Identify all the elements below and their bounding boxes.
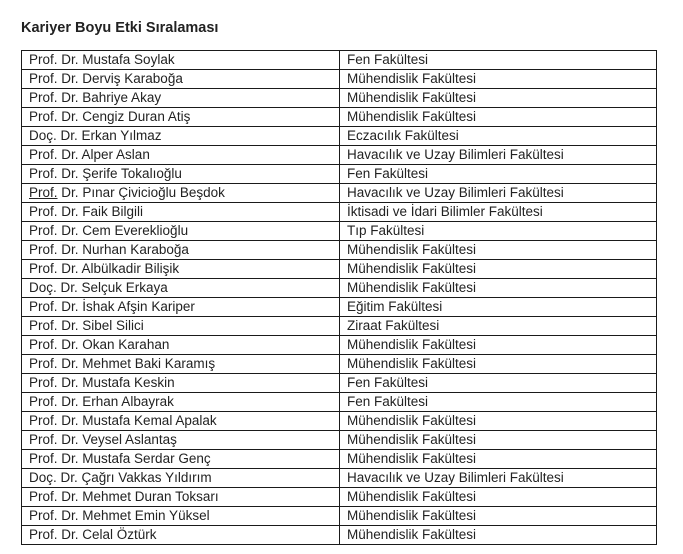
academic-title: Doç. Dr. xyxy=(29,280,78,295)
table-row xyxy=(22,108,657,127)
academic-full-name: Pınar Çivicioğlu Beşdok xyxy=(82,185,225,200)
faculty-cell: Mühendislik Fakültesi xyxy=(340,89,657,108)
table-row xyxy=(22,241,657,260)
academic-title: Prof. xyxy=(29,185,58,200)
academic-name-cell xyxy=(22,412,340,431)
academic-name-cell xyxy=(22,317,340,336)
academic-name-cell xyxy=(22,393,340,412)
table-row xyxy=(22,51,657,70)
academic-full-name: Mehmet Duran Toksarı xyxy=(82,489,219,504)
faculty-cell: Eğitim Fakültesi xyxy=(340,298,657,317)
table-row xyxy=(22,146,657,165)
faculty-cell: Havacılık ve Uzay Bilimleri Fakültesi xyxy=(340,469,657,488)
academic-name-cell xyxy=(22,507,340,526)
faculty-cell: Mühendislik Fakültesi xyxy=(340,260,657,279)
ranking-table-body xyxy=(22,51,657,545)
academic-full-name: İshak Afşin Kariper xyxy=(82,299,195,314)
academic-title: Doç. Dr. xyxy=(29,128,78,143)
academic-title: Prof. Dr. xyxy=(29,299,79,314)
academic-name-cell xyxy=(22,51,340,70)
academic-name-cell xyxy=(22,469,340,488)
academic-full-name: Mehmet Emin Yüksel xyxy=(82,508,210,523)
table-row xyxy=(22,469,657,488)
table-row xyxy=(22,165,657,184)
academic-name-cell xyxy=(22,336,340,355)
table-row xyxy=(22,526,657,545)
table-row xyxy=(22,184,657,203)
academic-title: Prof. Dr. xyxy=(29,71,79,86)
table-row xyxy=(22,488,657,507)
academic-name-cell xyxy=(22,526,340,545)
faculty-cell: Ziraat Fakültesi xyxy=(340,317,657,336)
academic-full-name: Sibel Silici xyxy=(82,318,144,333)
academic-full-name: Mustafa Soylak xyxy=(82,52,175,67)
faculty-cell: Mühendislik Fakültesi xyxy=(340,526,657,545)
academic-full-name: Veysel Aslantaş xyxy=(82,432,177,447)
faculty-cell: Fen Fakültesi xyxy=(340,374,657,393)
table-row xyxy=(22,317,657,336)
academic-full-name: Bahriye Akay xyxy=(82,90,162,105)
academic-title: Doç. Dr. xyxy=(29,470,78,485)
academic-title: Prof. Dr. xyxy=(29,413,79,428)
table-row xyxy=(22,412,657,431)
academic-full-name: Selçuk Erkaya xyxy=(81,280,168,295)
academic-name-cell xyxy=(22,279,340,298)
table-row xyxy=(22,70,657,89)
table-row xyxy=(22,336,657,355)
faculty-cell: Mühendislik Fakültesi xyxy=(340,355,657,374)
academic-full-name: Celal Öztürk xyxy=(82,527,157,542)
academic-title: Prof. Dr. xyxy=(29,527,79,542)
academic-full-name: Mehmet Baki Karamış xyxy=(82,356,216,371)
faculty-cell: Mühendislik Fakültesi xyxy=(340,412,657,431)
faculty-cell: Mühendislik Fakültesi xyxy=(340,108,657,127)
faculty-cell: Fen Fakültesi xyxy=(340,393,657,412)
faculty-cell: Havacılık ve Uzay Bilimleri Fakültesi xyxy=(340,184,657,203)
academic-title: Prof. Dr. xyxy=(29,204,79,219)
page-title: Kariyer Boyu Etki Sıralaması xyxy=(21,20,219,36)
academic-name-cell xyxy=(22,222,340,241)
faculty-cell: Mühendislik Fakültesi xyxy=(340,431,657,450)
academic-name-cell xyxy=(22,241,340,260)
academic-title: Prof. Dr. xyxy=(29,394,79,409)
academic-name-cell xyxy=(22,108,340,127)
academic-full-name: Nurhan Karaboğa xyxy=(82,242,189,257)
table-row xyxy=(22,222,657,241)
academic-full-name: Cem Evereklioğlu xyxy=(82,223,189,238)
faculty-cell: Mühendislik Fakültesi xyxy=(340,336,657,355)
academic-full-name: Mustafa Kemal Apalak xyxy=(82,413,217,428)
academic-name-cell xyxy=(22,184,340,203)
faculty-cell: Fen Fakültesi xyxy=(340,51,657,70)
table-row xyxy=(22,431,657,450)
academic-title: Prof. Dr. xyxy=(29,109,79,124)
academic-name-cell xyxy=(22,450,340,469)
academic-full-name: Alper Aslan xyxy=(81,147,150,162)
academic-name-cell xyxy=(22,203,340,222)
faculty-cell: Tıp Fakültesi xyxy=(340,222,657,241)
faculty-cell: Havacılık ve Uzay Bilimleri Fakültesi xyxy=(340,146,657,165)
academic-name-cell xyxy=(22,260,340,279)
academic-name-cell xyxy=(22,355,340,374)
academic-name-cell xyxy=(22,127,340,146)
academic-title: Prof. Dr. xyxy=(29,356,79,371)
academic-full-name: Çağrı Vakkas Yıldırım xyxy=(81,470,212,485)
academic-title: Prof. Dr. xyxy=(29,52,79,67)
academic-full-name: Okan Karahan xyxy=(82,337,170,352)
table-row xyxy=(22,203,657,222)
ranking-table xyxy=(21,50,657,545)
academic-full-name: Mustafa Keskin xyxy=(82,375,175,390)
academic-title: Prof. Dr. xyxy=(29,508,79,523)
academic-full-name: Erhan Albayrak xyxy=(82,394,174,409)
academic-name-cell xyxy=(22,431,340,450)
academic-full-name: Erkan Yılmaz xyxy=(81,128,162,143)
academic-name-cell xyxy=(22,488,340,507)
faculty-cell: Fen Fakültesi xyxy=(340,165,657,184)
table-row xyxy=(22,393,657,412)
academic-full-name: Derviş Karaboğa xyxy=(82,71,183,86)
table-row xyxy=(22,260,657,279)
academic-name-cell xyxy=(22,298,340,317)
academic-title: Prof. Dr. xyxy=(29,223,79,238)
academic-name-cell xyxy=(22,70,340,89)
academic-title: Prof. Dr. xyxy=(29,432,79,447)
table-row xyxy=(22,298,657,317)
academic-name-cell xyxy=(22,374,340,393)
academic-title: Prof. Dr. xyxy=(29,337,79,352)
academic-full-name: Mustafa Serdar Genç xyxy=(82,451,211,466)
table-row xyxy=(22,127,657,146)
academic-full-name: Cengiz Duran Atiş xyxy=(82,109,191,124)
faculty-cell: Mühendislik Fakültesi xyxy=(340,488,657,507)
academic-title: Prof. Dr. xyxy=(29,90,79,105)
table-row xyxy=(22,450,657,469)
academic-full-name: Albülkadir Bilişik xyxy=(81,261,180,276)
academic-title: Prof. Dr. xyxy=(29,489,79,504)
faculty-cell: Mühendislik Fakültesi xyxy=(340,70,657,89)
faculty-cell: İktisadi ve İdari Bilimler Fakültesi xyxy=(340,203,657,222)
academic-title: Prof. Dr. xyxy=(29,242,79,257)
table-row xyxy=(22,355,657,374)
academic-title: Prof. Dr. xyxy=(29,451,79,466)
academic-name-cell xyxy=(22,165,340,184)
table-row xyxy=(22,507,657,526)
academic-title: Prof. Dr. xyxy=(29,318,79,333)
faculty-cell: Eczacılık Fakültesi xyxy=(340,127,657,146)
faculty-cell: Mühendislik Fakültesi xyxy=(340,507,657,526)
academic-name-cell xyxy=(22,146,340,165)
academic-name-cell xyxy=(22,89,340,108)
academic-title: Prof. Dr. xyxy=(29,166,79,181)
academic-full-name: Şerife Tokalıoğlu xyxy=(82,166,182,181)
table-row xyxy=(22,279,657,298)
table-row xyxy=(22,374,657,393)
academic-title: Prof. Dr. xyxy=(29,147,79,162)
table-row xyxy=(22,89,657,108)
faculty-cell: Mühendislik Fakültesi xyxy=(340,450,657,469)
academic-title-suffix: Dr. xyxy=(61,185,79,200)
faculty-cell: Mühendislik Fakültesi xyxy=(340,279,657,298)
academic-full-name: Faik Bilgili xyxy=(82,204,144,219)
academic-title: Prof. Dr. xyxy=(29,375,79,390)
academic-title: Prof. Dr. xyxy=(29,261,79,276)
faculty-cell: Mühendislik Fakültesi xyxy=(340,241,657,260)
